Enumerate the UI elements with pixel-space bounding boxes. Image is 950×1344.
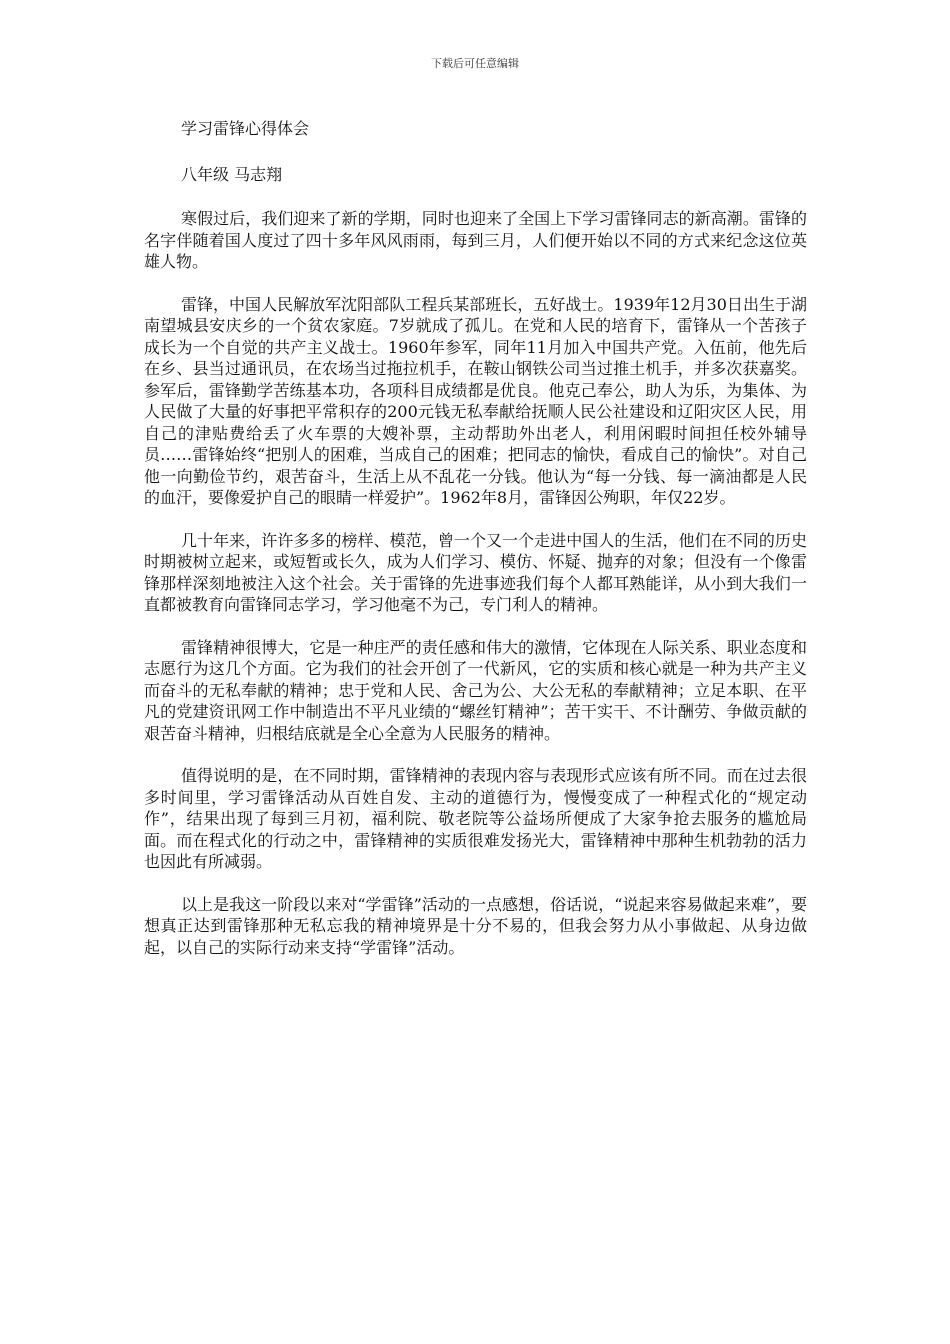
paragraph-3: 几十年来，许许多多的榜样、模范，曾一个又一个走进中国人的生活，他们在不同的历史时期被树立起来，或短暂或长久，成为人们学习、模仿、怀疑、抛弃的对象；但没有一个像雷锋那样深刻地被注入这个社会。关于雷锋的先进事迹我们每个人都耳熟能详，从小到大我们一直都被教育向雷锋同志学习，学习他毫不为己，专门利人的精神。 <box>144 530 807 614</box>
paragraph-1: 寒假过后，我们迎来了新的学期，同时也迎来了全国上下学习雷锋同志的新高潮。雷锋的名字伴随着国人度过了四十多年风风雨雨，每到三月，人们便开始以不同的方式来纪念这位英雄人物。 <box>144 209 807 271</box>
paragraph-5: 值得说明的是，在不同时期，雷锋精神的表现内容与表现形式应该有所不同。而在过去很多时间里，学习雷锋活动从百姓自发、主动的道德行为，慢慢变成了一种程式化的“规定动作”，结果出现了每到三月初，福利院、敬老院等公益场所便成了大家争抢去服务的尴尬局面。而在程式化的行动之中，雷锋精神的实质很难发扬光大，雷锋精神中那种生机勃勃的活力也因此有所减弱。 <box>144 766 807 871</box>
paragraph-2: 雷锋，中国人民解放军沈阳部队工程兵某部班长，五好战士。1939年12月30日出生于湖南望城县安庆乡的一个贫农家庭。7岁就成了孤儿。在党和人民的培育下，雷锋从一个苦孩子成长为一个自觉的共产主义战士。1960年参军，同年11月加入中国共产党。入伍前，他先后在乡、县当过通讯员，在农场当过拖拉机手，在鞍山钢铁公司当过推土机手，并多次获嘉奖。参军后，雷锋勤学苦练基本功，各项科目成绩都是优良。他克己奉公，助人为乐，为集体、为人民做了大量的好事把平常积存的200元钱无私奉献给抚顺人民公社建设和辽阳灾区人民，用自己的津贴费给丢了火车票的大嫂补票，主动帮助外出老人，利用闲暇时间担任校外辅导员……雷锋始终“把别人的困难，当成自己的困难；把同志的愉快，看成自己的愉快”。对自己他一向勤俭节约，艰苦奋斗，生活上从不乱花一分钱。他认为“每一分钱、每一滴油都是人民的血汗，要像爱护自己的眼睛一样爱护”。1962年8月，雷锋因公殉职，年仅22岁。 <box>144 294 807 507</box>
paragraph-6: 以上是我这一阶段以来对“学雷锋”活动的一点感想，俗话说，“说起来容易做起来难”，要想真正达到雷锋那种无私忘我的精神境界是十分不易的，但我会努力从小事做起、从身边做起，以自己的实际行动来支持“学雷锋”活动。 <box>144 894 807 957</box>
page-header-note: 下载后可任意编辑 <box>431 57 519 70</box>
document-body <box>144 116 807 979</box>
document-title: 学习雷锋心得体会 <box>181 119 310 138</box>
paragraph-4: 雷锋精神很博大，它是一种庄严的责任感和伟大的激情，它体现在人际关系、职业态度和志愿行为这几个方面。它为我们的社会开创了一代新风，它的实质和核心就是一种为共产主义而奋斗的无私奉献的精神；忠于党和人民、舍己为公、大公无私的奉献精神；立足本职、在平凡的党建资讯网工作中制造出不平凡业绩的“螺丝钉精神”；苦干实干、不计酬劳、争做贡献的艰苦奋斗精神，归根结底就是全心全意为人民服务的精神。 <box>144 637 807 743</box>
document-author: 八年级 马志翔 <box>181 165 283 184</box>
